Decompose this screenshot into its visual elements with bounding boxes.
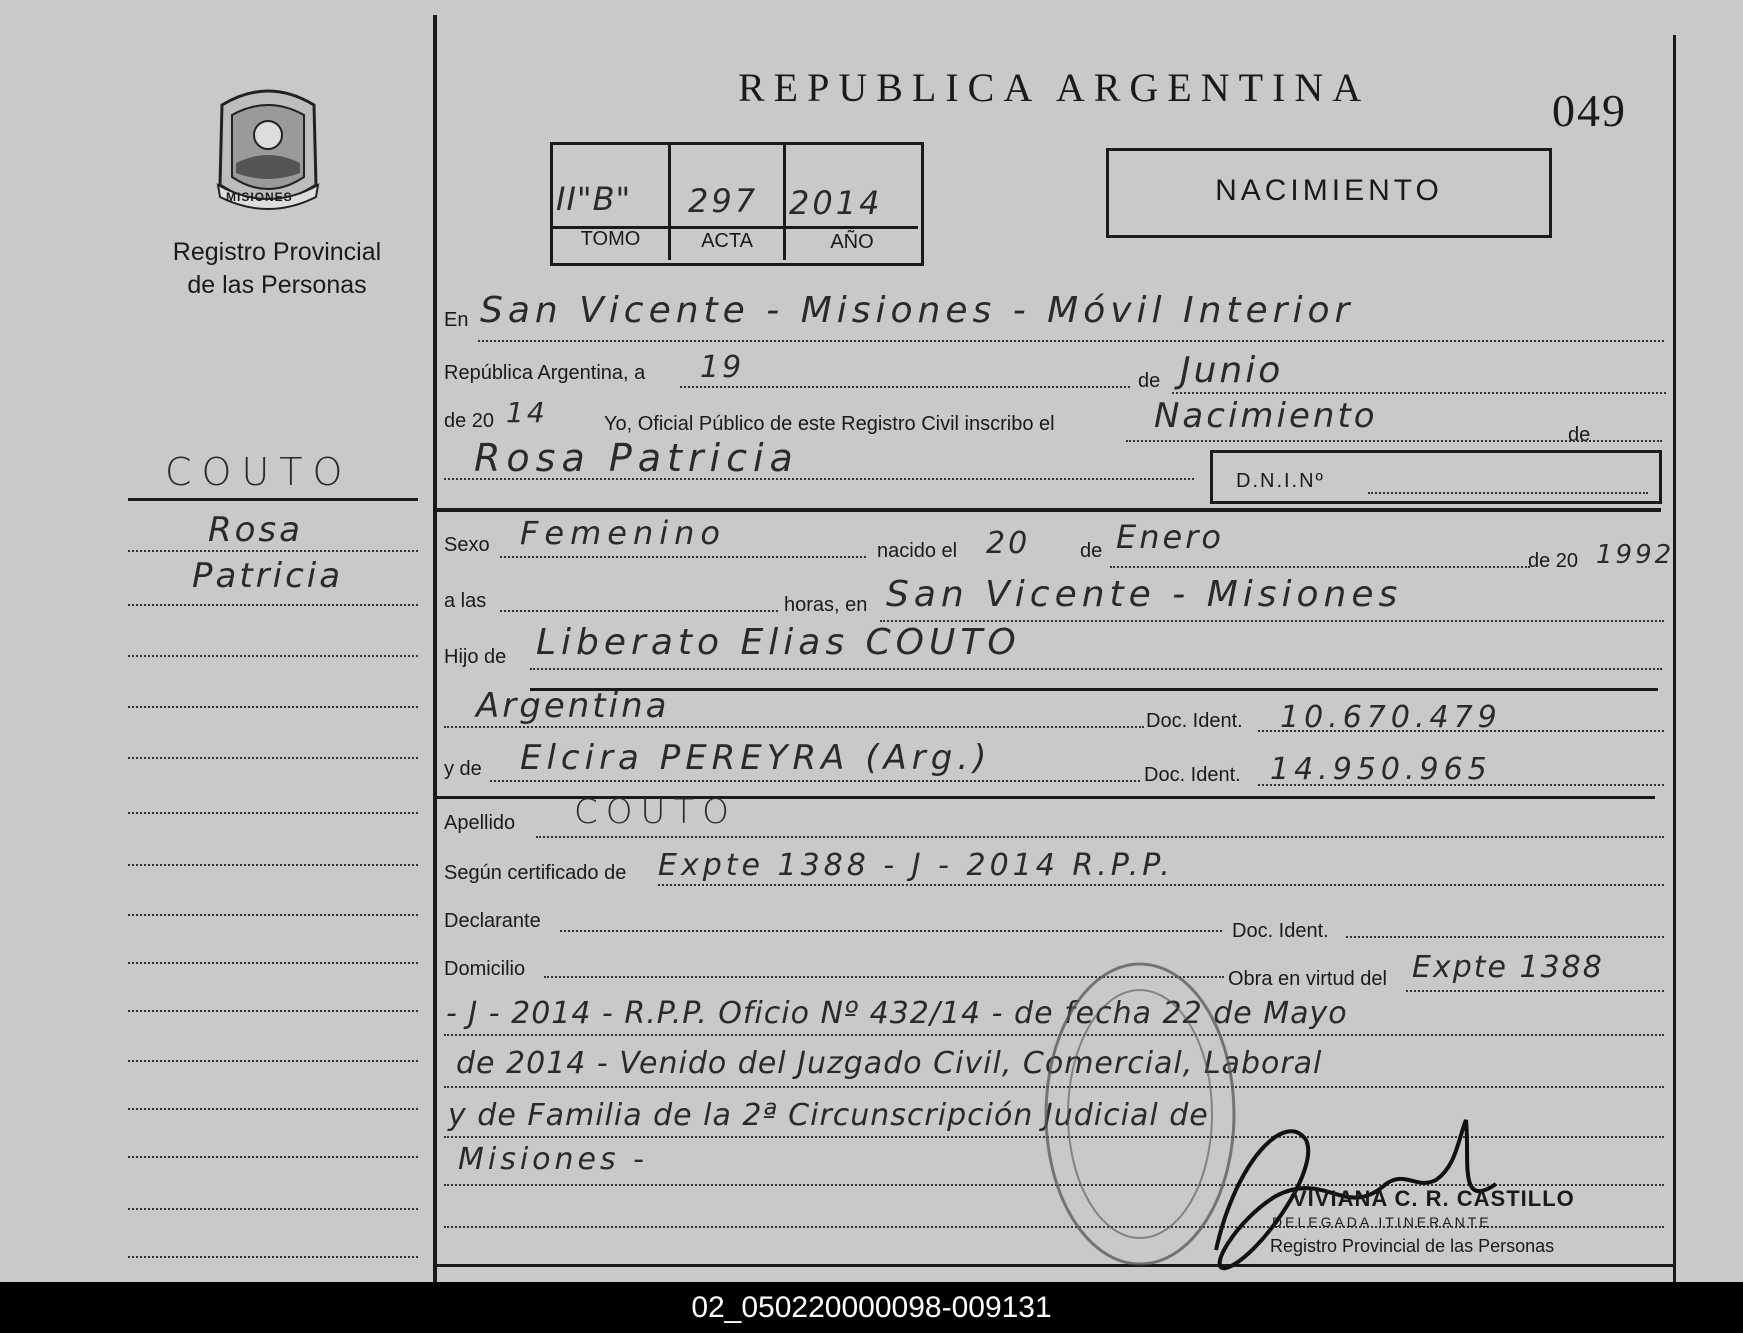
padre-rule	[530, 688, 1658, 691]
apellido-value: COUTO	[574, 792, 737, 832]
sidebar-line	[128, 757, 418, 759]
sidebar-given-name1: Rosa	[208, 510, 303, 550]
anio-value: 2014	[789, 184, 883, 222]
sidebar-line	[128, 962, 418, 964]
sidebar-line	[128, 914, 418, 916]
sidebar-line	[128, 655, 418, 657]
nacido-label: nacido el	[877, 540, 958, 562]
file-id-bar: 02_050220000098-009131	[0, 1282, 1743, 1333]
nombre-value: Rosa Patricia	[474, 436, 799, 480]
sidebar-line	[128, 1208, 418, 1210]
declarante-doc-label: Doc. Ident.	[1232, 920, 1329, 942]
stamp-role: DELEGADA ITINERANTE	[1272, 1214, 1492, 1230]
nacido-de-label: de	[1080, 540, 1103, 562]
apellido-line	[536, 836, 1664, 838]
dni-label: D.N.I.Nº	[1236, 470, 1325, 492]
obra-value: Expte 1388	[1412, 950, 1604, 985]
sidebar-line	[128, 1010, 418, 1012]
nacido-year-label: de 20	[1528, 550, 1579, 572]
day-value: 19	[700, 350, 745, 385]
registry-name-line1: Registro Provincial	[172, 238, 382, 266]
padre-doc-label: Doc. Ident.	[1146, 710, 1243, 732]
seal-text-bottom: MISIONES	[226, 190, 293, 204]
obra-line	[1406, 990, 1664, 992]
registry-name-line2: de las Personas	[187, 271, 367, 299]
padre-line	[530, 668, 1662, 670]
madre-value: Elcira PEREYRA (Arg.)	[520, 738, 992, 778]
sidebar-surname: COUTO	[165, 450, 353, 494]
obra-line-5: Misiones -	[458, 1142, 648, 1177]
nacido-year-value: 1992	[1596, 540, 1675, 570]
page-number: 049	[1552, 85, 1627, 136]
en-line	[478, 340, 1664, 342]
hijo-label: Hijo de	[444, 646, 507, 668]
sidebar-line	[128, 864, 418, 866]
sidebar-line	[128, 1108, 418, 1110]
sexo-label: Sexo	[444, 534, 490, 556]
month-line	[1172, 392, 1666, 394]
nombre-line	[444, 478, 1194, 480]
alas-line	[500, 610, 778, 612]
sidebar-line	[128, 706, 418, 708]
apellido-label: Apellido	[444, 812, 516, 834]
section-rule	[437, 508, 1661, 512]
sidebar-line	[128, 604, 418, 606]
inscribo-label: Yo, Oficial Público de este Registro Civil inscribo el	[604, 413, 1055, 435]
padre-value: Liberato Elias COUTO	[536, 622, 1021, 663]
en-label: En	[444, 309, 469, 331]
dni-line	[1368, 492, 1648, 494]
anio-label: AÑO	[830, 231, 874, 253]
republica-label: República Argentina, a	[444, 362, 646, 384]
stamp-name: VIVIANA C. R. CASTILLO	[1292, 1186, 1575, 1211]
year-prefix-label: de 20	[444, 410, 495, 432]
stamp-org: Registro Provincial de las Personas	[1270, 1236, 1555, 1256]
nacido-line	[1110, 566, 1530, 568]
act-type-title: NACIMIENTO	[1215, 174, 1443, 207]
padre-doc-value: 10.670.479	[1280, 700, 1502, 735]
day-line	[680, 386, 1130, 388]
month-value: Junio	[1180, 350, 1284, 391]
obra-line-2: - J - 2014 - R.P.P. Oficio Nº 432/14 - de fecha 22 de Mayo	[446, 996, 1348, 1031]
madre-doc-line	[1258, 784, 1664, 786]
obra-line-3: de 2014 - Venido del Juzgado Civil, Comercial, Laboral	[456, 1046, 1323, 1081]
country-title: REPUBLICA ARGENTINA	[738, 65, 1371, 110]
madre-label: y de	[444, 758, 482, 780]
lugar-value: San Vicente - Misiones	[886, 574, 1403, 615]
sidebar-line	[128, 1060, 418, 1062]
inscribo-line	[1126, 440, 1662, 442]
alas-label: a las	[444, 590, 487, 612]
inscribo-value: Nacimiento	[1154, 396, 1378, 436]
segun-value: Expte 1388 - J - 2014 R.P.P.	[658, 848, 1174, 883]
declarante-label: Declarante	[444, 910, 541, 932]
year-suffix-value: 14	[506, 396, 548, 429]
padre-nacionalidad-value: Argentina	[476, 686, 670, 726]
obra-line-4: y de Familia de la 2ª Circunscripción Judicial de	[448, 1098, 1209, 1133]
madre-doc-label: Doc. Ident.	[1144, 764, 1241, 786]
declarante-line	[560, 930, 1222, 932]
sidebar-line	[128, 1156, 418, 1158]
month-de-label: de	[1138, 370, 1161, 392]
padre-nacionalidad-line	[444, 726, 1144, 728]
tomo-value: II"B"	[556, 180, 632, 218]
segun-line	[658, 884, 1664, 886]
sidebar-divider	[433, 15, 437, 1282]
sidebar-line	[128, 1256, 418, 1258]
en-value: San Vicente - Misiones - Móvil Interior	[480, 290, 1355, 331]
sidebar-line	[128, 812, 418, 814]
sidebar-line	[128, 550, 418, 552]
segun-label: Según certificado de	[444, 862, 627, 884]
padre-doc-line	[1258, 730, 1664, 732]
sidebar-name-rule	[128, 498, 418, 501]
madre-line	[490, 780, 1140, 782]
nacido-month-value: Enero	[1116, 518, 1224, 556]
acta-label: ACTA	[701, 230, 753, 252]
tomo-label: TOMO	[580, 228, 641, 250]
horas-label: horas, en	[784, 594, 868, 616]
inscribo-de-label: de	[1568, 424, 1591, 446]
sidebar-given-name2: Patricia	[192, 556, 344, 596]
right-border	[1673, 35, 1676, 1282]
acta-value: 297	[688, 182, 759, 220]
sexo-line	[500, 556, 866, 558]
declarante-doc-line	[1346, 936, 1664, 938]
sexo-value: Femenino	[520, 514, 726, 552]
nacido-day-value: 20	[986, 526, 1031, 561]
obra-label: Obra en virtud del	[1228, 968, 1387, 990]
madre-doc-value: 14.950.965	[1270, 752, 1492, 787]
domicilio-label: Domicilio	[444, 958, 526, 980]
